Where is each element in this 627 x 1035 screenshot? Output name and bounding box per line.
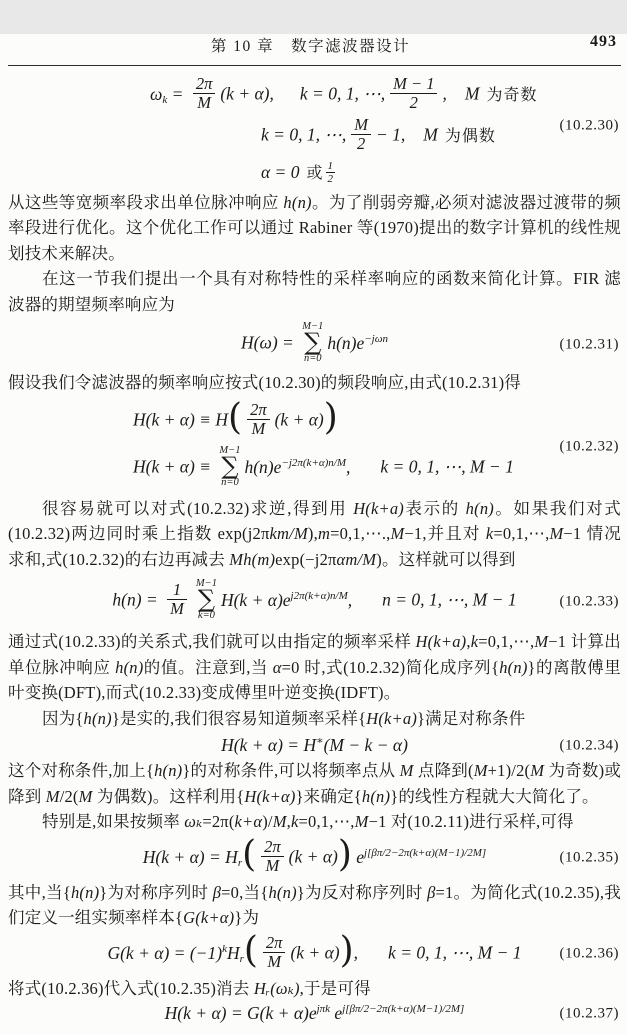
left-paren: (	[228, 397, 243, 439]
right-paren: )	[337, 834, 352, 876]
equation-number-10-2-30: (10.2.30)	[559, 117, 619, 133]
book-page	[0, 34, 627, 1035]
paragraph-9: 其中,当{h(n)}为对称序列时 β=0,当{h(n)}为反对称序列时 β=1。为简化式(10.2.35),我们定义一组实频率样本{G(k+α)}为	[8, 882, 621, 928]
paragraph-2: 在这一节我们提出一个具有对称特性的采样率响应的函数来简化计算。FIR 滤波器的期望频率响应为	[8, 269, 621, 314]
equation-10-2-34: H(k + α) = H∗(M − k − α) (10.2.34)	[221, 735, 619, 756]
equation-10-2-31: H(ω) = M−1 ∑ n=0 $h(n)e^{-j\omega n}$ (10.2.31)	[241, 321, 619, 365]
equation-number-10-2-34: (10.2.34)	[559, 737, 619, 754]
equation-10-2-37: $H(k + \alpha) = G(k + \alpha)e^{j\pi k}$ $e^{j[\beta\pi/2-2\pi(k+\alpha)(M-1)/2M]}$ (10.2.37)	[164, 1003, 619, 1024]
sum-icon: ∑	[221, 451, 239, 480]
equation-number-10-2-35: (10.2.35)	[559, 849, 619, 866]
equation-number-10-2-37: (10.2.37)	[559, 1005, 619, 1022]
equation-10-2-30	[150, 74, 621, 186]
eq32-line2: H(k + α) ≡ M−1 ∑ n=0 $h(n)e^{-j2\pi(k+\alpha)n/M}$, k = 0, 1, ⋯, M − 1	[133, 444, 514, 488]
right-paren: )	[339, 930, 354, 972]
paragraph-7: 这个对称条件,加上{h(n)}的对称条件,可以将频率点从 M 点降到(M+1)/2(M 为奇数)或降到 M/2(M 为偶数)。这样利用{H(k+α)}来确定{h(n)}的线性方程就大大简化了。	[8, 761, 622, 806]
paragraph-3: 假设我们令滤波器的频率响应按式(10.2.30)的频段响应,由式(10.2.31)得	[8, 373, 522, 393]
eq30-line2: k = 0, 1, ⋯, $\frac{M}{2}$ − 1, M 为偶数	[261, 115, 496, 153]
equation-number-10-2-33: (10.2.33)	[559, 593, 619, 610]
paragraph-5: 通过式(10.2.33)的关系式,我们就可以由指定的频率采样 H(k+a),k=0,1,⋯,M−1 计算出单位脉冲响应 h(n)的值。注意到,当 α=0 时,式(10.2.32)简化成序列{h(n)}的离散傅里叶变换(DFT),而式(10.2.33)变成傅里叶逆变换(IDFT)。	[8, 632, 622, 703]
equation-10-2-33: h(n) = $\frac{1}{M}$ M−1 ∑ k=0 $H(k + \alpha)e^{j2\pi(k+\alpha)n/M}$, n = 0, 1, ⋯, M − 1 (10.2.33)	[112, 578, 619, 622]
equation-10-2-35: H(k + α) = Hr( $\frac{2\pi}{M}$ (k + α)) $e^{j[\beta\pi/2-2\pi(k+\alpha)(M-1)/2M]}$ (10.2.35)	[142, 834, 619, 876]
paragraph-4: 很容易就可以对式(10.2.32)求逆,得到用 H(k+a)表示的 h(n)。如果我们对式(10.2.32)两边同时乘上指数 exp(j2πkm/M),m=0,1,⋯.,M−1,并且对 k=0,1,⋯,M−1 情况求和,式(10.2.32)的右边再减去 Mh(m)exp(−j2παm/M)。这样就可以得到	[8, 498, 621, 569]
eq30-line1: ωk = $\frac{2\pi}{M}$ (k + α), k = 0, 1, ⋯, $\frac{M - 1}{2}$ , M 为奇数	[150, 74, 538, 112]
chapter-title: 第 10 章 数字滤波器设计	[210, 38, 411, 55]
header-rule	[8, 65, 621, 66]
paragraph-10: 将式(10.2.36)代入式(10.2.35)消去 Hᵣ(ωₖ),于是可得	[8, 978, 371, 998]
right-paren: )	[323, 397, 338, 439]
equation-number-10-2-36: (10.2.36)	[559, 945, 619, 962]
left-paren: (	[243, 930, 258, 972]
sum-icon: ∑	[197, 585, 215, 614]
sum-icon: ∑	[304, 328, 322, 357]
eq32-line1: H(k + α) ≡ H( $\frac{2\pi}{M}$ (k + α))	[133, 397, 338, 439]
paragraph-1: 从这些等宽频率段求出单位脉冲响应 h(n)。为了削弱旁瓣,必须对滤波器过渡带的频率段进行优化。这个优化工作可以通过 Rabiner 等(1970)提出的数字计算机的线性规划技术来解决。	[8, 192, 621, 263]
page-header	[8, 34, 621, 56]
equation-number-10-2-31: (10.2.31)	[559, 336, 619, 353]
paragraph-8: 特别是,如果按频率 ωₖ=2π(k+α)/M,k=0,1,⋯,M−1 对(10.2.11)进行采样,可得	[42, 812, 574, 832]
page-number: 493	[590, 33, 617, 50]
equation-10-2-32	[133, 397, 621, 490]
equation-number-10-2-32: (10.2.32)	[559, 438, 619, 455]
left-paren: (	[242, 834, 257, 876]
eq30-line3: α = 0 或 $\frac{1}{2}$	[261, 159, 334, 185]
paragraph-6: 因为{h(n)}是实的,我们很容易知道频率采样{H(k+a)}满足对称条件	[42, 708, 526, 728]
equation-10-2-36: $G(k + \alpha) = (-1)^kHr$( $\frac{2\pi}{M}$ (k + α)), k = 0, 1, ⋯, M − 1 (10.2.36)	[107, 930, 619, 972]
